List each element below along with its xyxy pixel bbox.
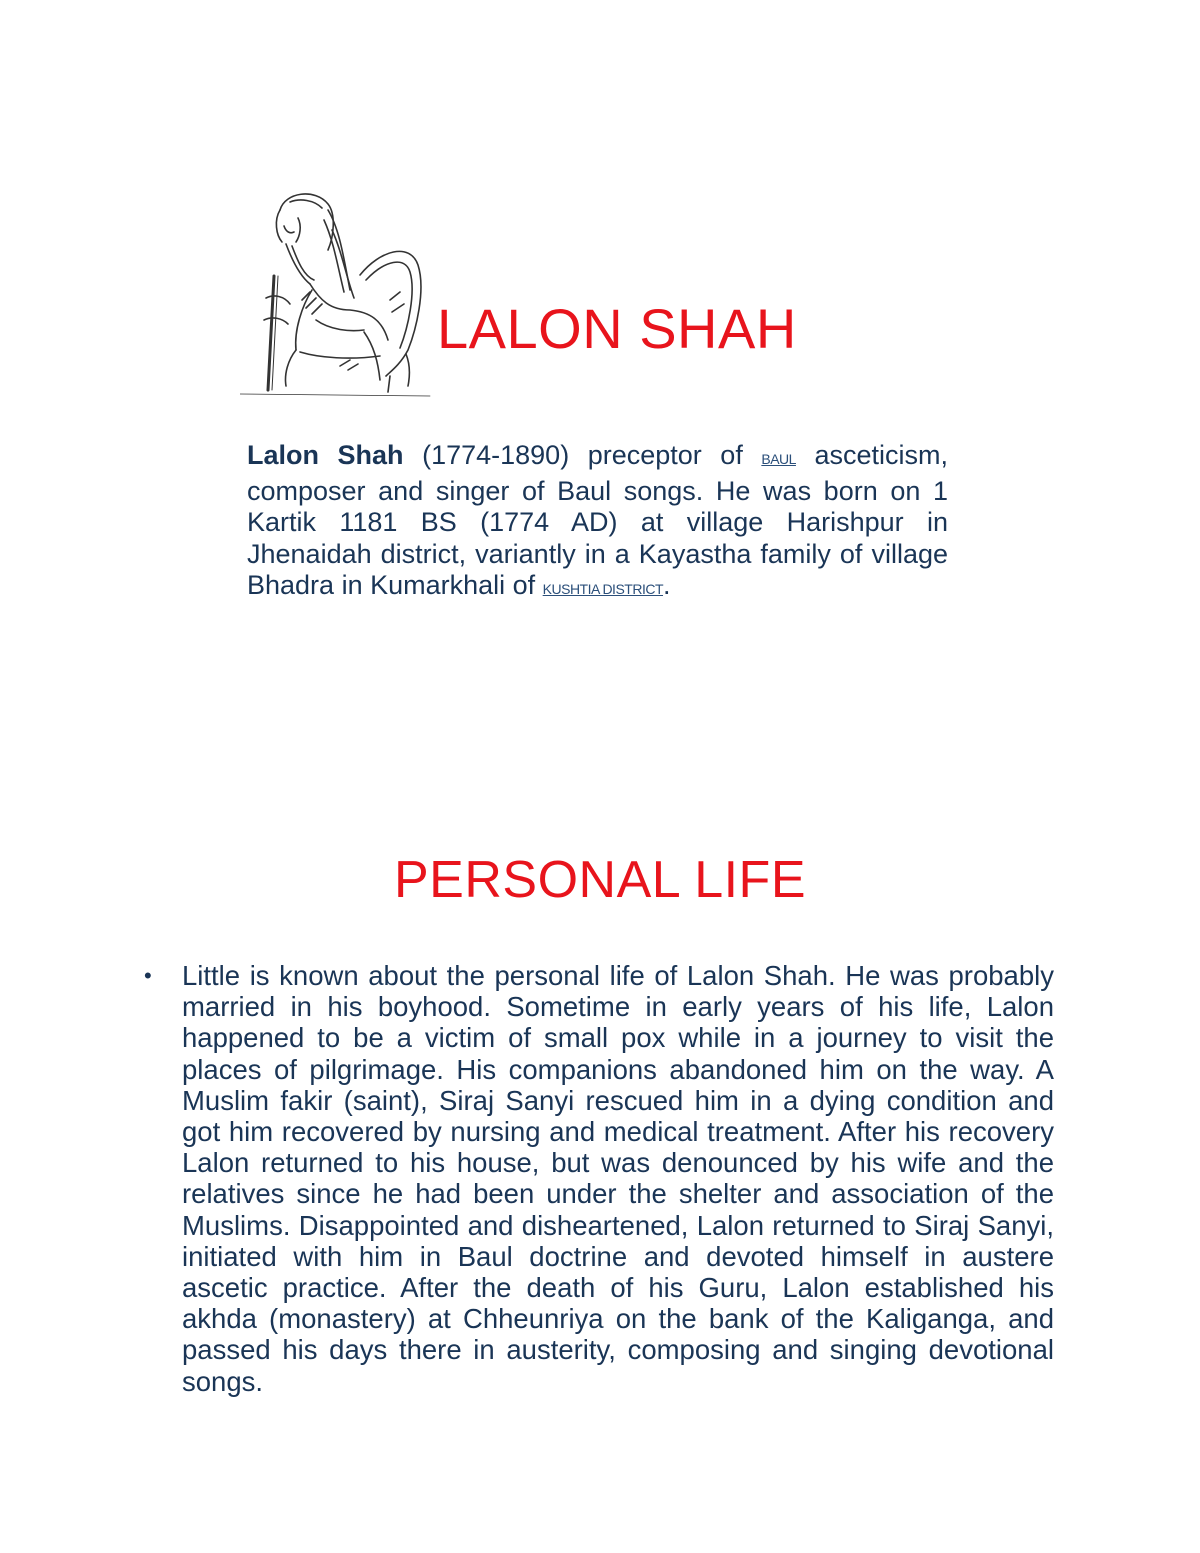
baul-link[interactable]: BAUL [761,451,796,467]
intro-text-end: . [663,570,671,600]
kushtia-district-link[interactable]: KUSHTIA DISTRICT [542,581,664,597]
section-title-personal-life: PERSONAL LIFE [393,851,807,909]
bullet-icon: • [144,963,152,988]
intro-paragraph [247,440,948,606]
list-item [142,960,1054,1397]
page-title: LALON SHAH [437,297,797,360]
subject-name: Lalon Shah [247,440,404,470]
intro-text-1: (1774-1890) preceptor of [403,440,762,470]
intro-text-2: asceticism, composer and singer of Baul songs. He was born on 1 Kartik 1181 BS (1774 AD) at village Harishpur in Jhenaidah district, variantly in a Kayastha family of village Bhadra in Kumarkhali of [247,440,948,600]
bullet-text: Little is known about the personal life of Lalon Shah. He was probably married in his boyhood. Sometime in early years of his life, Lalon happened to be a victim of small pox while in a journey to visit the places of pilgrimage. His companions abandoned him on the way. A Muslim fakir (saint), Siraj Sanyi rescued him in a dying condition and got him recovered by nursing and medical treatment. After his recovery Lalon returned to his house, but was denounced by his wife and the relatives since he had been under the shelter and association of the Muslims. Disappointed and disheartened, Lalon returned to Siraj Sanyi, initiated with him in Baul doctrine and devoted himself in austere ascetic practice. After the death of his Guru, Lalon established his akhda (monastery) at Chheunriya on the bank of the Kaliganga, and passed his days there in austerity, composing and singing devotional songs. [182,960,1054,1397]
lalon-shah-portrait-sketch [240,180,440,402]
personal-life-bullet-list [142,960,1054,1397]
